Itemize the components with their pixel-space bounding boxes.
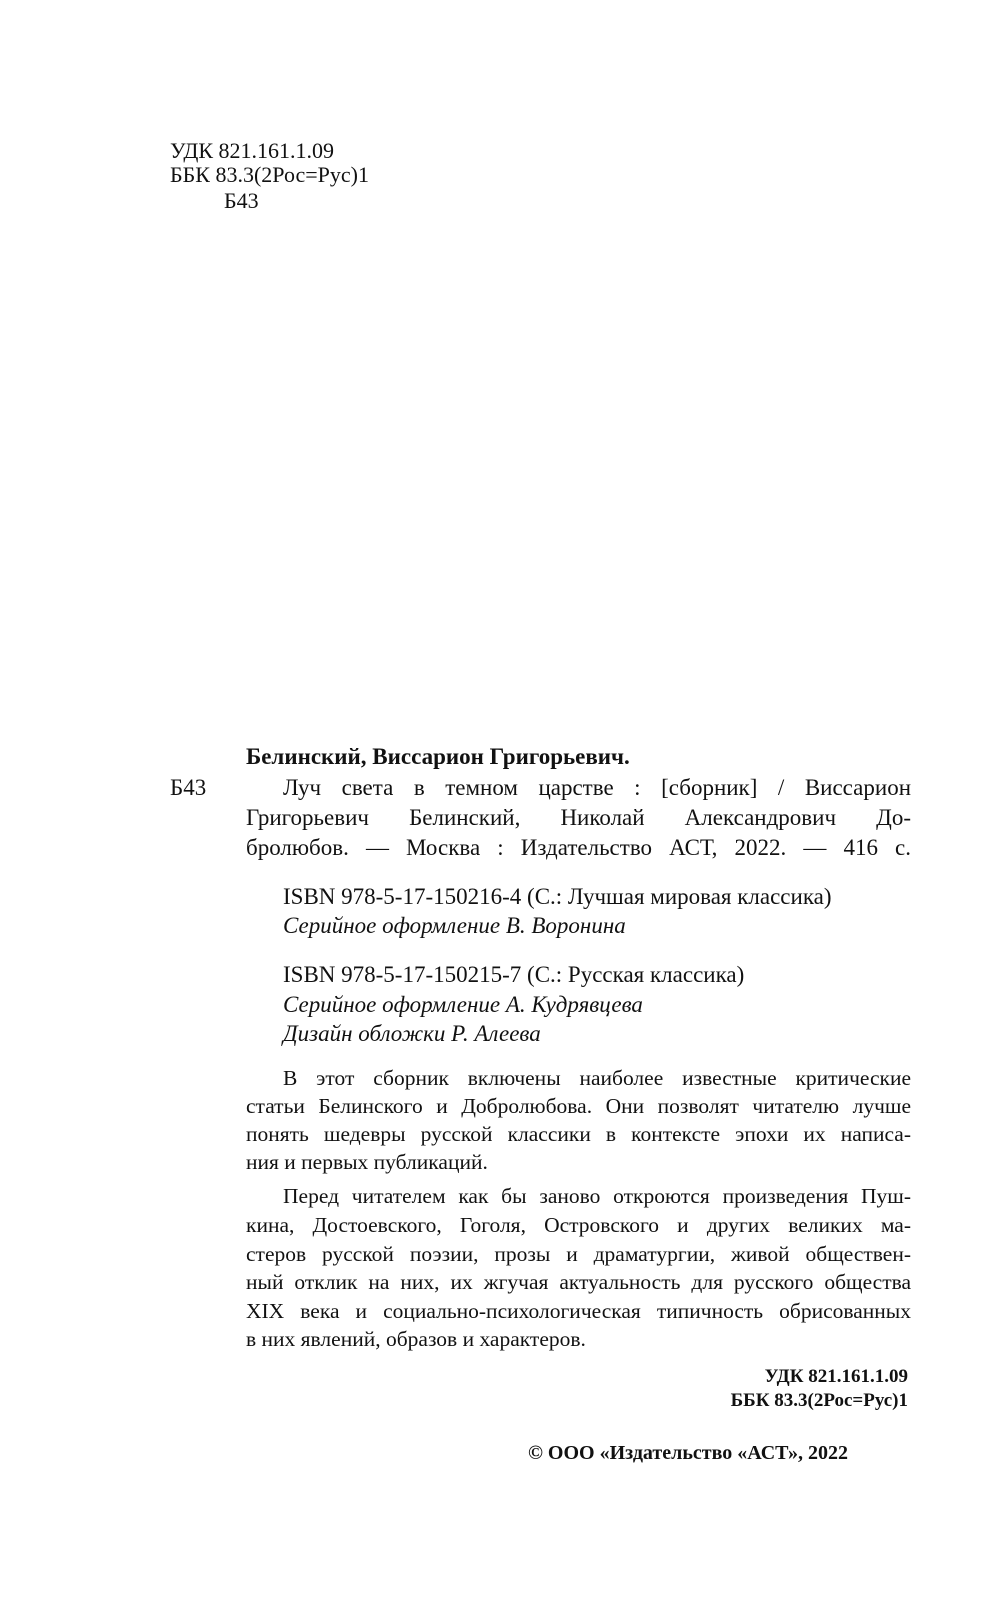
annotation-p1-line-4: ния и первых публикаций.: [246, 1150, 488, 1174]
annotation-p2-line-3: стеров русской поэзии, прозы и драматургии, живой обществен-: [246, 1242, 911, 1266]
description-line-2: Григорьевич Белинский, Николай Александрович До-: [246, 805, 911, 830]
annotation-p2-line-6: в них явлений, образов и характеров.: [246, 1327, 586, 1351]
description-line-1: Луч света в темном царстве : [сборник] / Виссарион: [283, 775, 911, 800]
bbk-code-top: ББК 83.3(2Рос=Рус)1: [170, 162, 369, 187]
udk-code-top: УДК 821.161.1.09: [170, 138, 335, 163]
series-design-2: Серийное оформление А. Кудрявцева: [283, 992, 643, 1017]
author-heading: Белинский, Виссарион Григорьевич.: [246, 744, 630, 769]
cover-design: Дизайн обложки Р. Алеева: [283, 1021, 541, 1046]
isbn-2: ISBN 978-5-17-150215-7 (С.: Русская классика): [283, 962, 745, 987]
annotation-p2-line-2: кина, Достоевского, Гоголя, Островского и других великих ма-: [246, 1213, 911, 1237]
author-mark-top: Б43: [224, 188, 259, 213]
annotation-p2-line-5: XIX века и социально-психологическая типичность обрисованных: [246, 1299, 911, 1323]
series-design-1: Серийное оформление В. Воронина: [283, 913, 626, 938]
annotation-p2-line-4: ный отклик на них, их жгучая актуальность для русского общества: [246, 1270, 911, 1294]
author-mark: Б43: [170, 775, 207, 800]
bbk-code-bottom: ББК 83.3(2Рос=Рус)1: [730, 1390, 908, 1411]
description-line-3: бролюбов. — Москва : Издательство АСТ, 2022. — 416 с.: [246, 835, 911, 860]
annotation-p1-line-1: В этот сборник включены наиболее известные критические: [283, 1066, 911, 1090]
copyright-line: © ООО «Издательство «АСТ», 2022: [527, 1442, 848, 1464]
udk-code-bottom: УДК 821.161.1.09: [764, 1366, 908, 1387]
annotation-p1-line-3: понять шедевры русской классики в контексте эпохи их написа-: [246, 1122, 911, 1146]
annotation-p2-line-1: Перед читателем как бы заново откроются произведения Пуш-: [283, 1184, 911, 1208]
annotation-p1-line-2: статьи Белинского и Добролюбова. Они позволят читателю лучше: [246, 1094, 911, 1118]
isbn-1: ISBN 978-5-17-150216-4 (С.: Лучшая мировая классика): [283, 884, 832, 909]
